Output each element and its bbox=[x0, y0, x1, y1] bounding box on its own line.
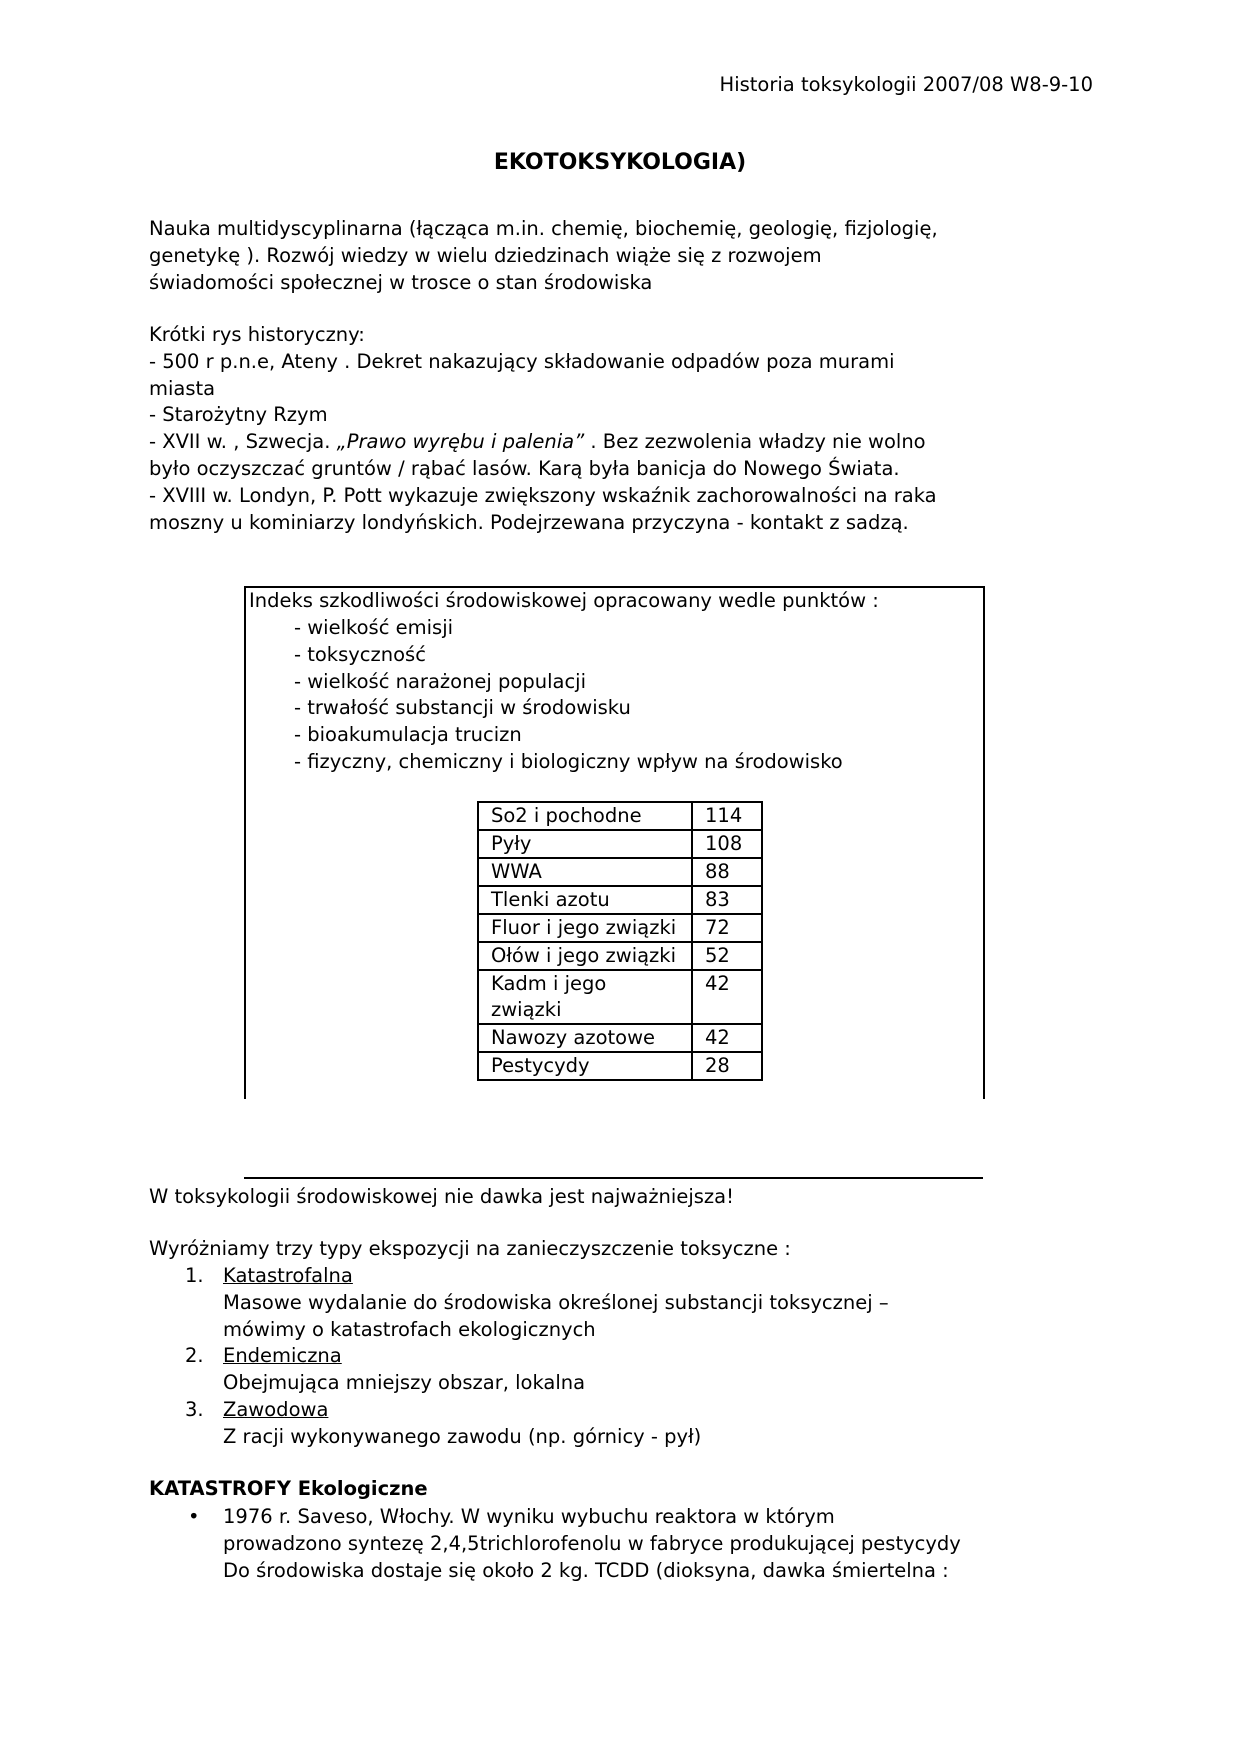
disasters-heading-block bbox=[149, 1476, 428, 1503]
score-cell: 28 bbox=[692, 1052, 762, 1080]
table-row bbox=[478, 858, 762, 886]
substance-cell: Fluor i jego związki bbox=[478, 914, 692, 942]
frame-bottom-rule bbox=[244, 1177, 983, 1179]
table-row bbox=[478, 1024, 762, 1052]
history-section bbox=[149, 322, 937, 536]
list-item bbox=[185, 1263, 889, 1290]
substance-cell: Pyły bbox=[478, 830, 692, 858]
bullet-item bbox=[188, 1504, 961, 1531]
score-cell: 42 bbox=[692, 970, 762, 1024]
score-cell: 114 bbox=[692, 802, 762, 830]
harmfulness-table bbox=[477, 801, 763, 1081]
text-line bbox=[149, 429, 937, 456]
text-line: - Starożytny Rzym bbox=[149, 403, 328, 427]
text-line: genetykę ). Rozwój wiedzy w wielu dziedzinach wiąże się z rozwojem bbox=[149, 243, 822, 267]
criteria-list bbox=[294, 615, 843, 776]
text-line: miasta bbox=[149, 376, 216, 400]
list-item-title: Katastrofalna bbox=[223, 1264, 353, 1287]
list-number: 1. bbox=[185, 1264, 204, 1287]
substance-cell: Pestycydy bbox=[478, 1052, 692, 1080]
disasters-heading: KATASTROFY Ekologiczne bbox=[149, 1477, 428, 1500]
intro-paragraph bbox=[149, 216, 938, 296]
text-line: było oczyszczać gruntów / rąbać lasów. Karą była banicja do Nowego Świata. bbox=[149, 456, 900, 480]
score-cell: 88 bbox=[692, 858, 762, 886]
table-row bbox=[478, 802, 762, 830]
score-cell: 52 bbox=[692, 942, 762, 970]
substance-cell: WWA bbox=[478, 858, 692, 886]
italic-quote: „Prawo wyrębu i palenia” bbox=[336, 430, 585, 454]
substance-cell: So2 i pochodne bbox=[478, 802, 692, 830]
exposure-heading: Wyróżniamy trzy typy ekspozycji na zanieczyszczenie toksyczne : bbox=[149, 1237, 791, 1260]
substance-cell: Kadm i jego związki bbox=[478, 970, 692, 1024]
score-cell: 72 bbox=[692, 914, 762, 942]
index-heading-block bbox=[249, 588, 879, 615]
list-item bbox=[185, 1397, 889, 1424]
substance-cell: Tlenki azotu bbox=[478, 886, 692, 914]
history-heading: Krótki rys historyczny: bbox=[149, 323, 365, 346]
substance-cell: Nawozy azotowe bbox=[478, 1024, 692, 1052]
criteria-item: - fizyczny, chemiczny i biologiczny wpływ na środowisko bbox=[294, 749, 843, 773]
text-line: - 500 r p.n.e, Ateny . Dekret nakazujący składowanie odpadów poza murami bbox=[149, 349, 895, 373]
text-span: . Bez zezwolenia władzy nie wolno bbox=[584, 430, 926, 454]
list-item-desc: Obejmująca mniejszy obszar, lokalna bbox=[223, 1371, 586, 1395]
criteria-item: - toksyczność bbox=[294, 642, 426, 666]
list-item-desc: Masowe wydalanie do środowiska określonej substancji toksycznej – bbox=[223, 1290, 889, 1314]
disasters-list bbox=[188, 1504, 961, 1584]
text-line: Do środowiska dostaje się około 2 kg. TCDD (dioksyna, dawka śmiertelna : bbox=[223, 1558, 949, 1582]
list-item bbox=[185, 1343, 889, 1370]
criteria-item: - wielkość narażonej populacji bbox=[294, 669, 587, 693]
text-line: Nauka multidyscyplinarna (łącząca m.in. chemię, biochemię, geologię, fizjologię, bbox=[149, 217, 938, 240]
score-cell: 108 bbox=[692, 830, 762, 858]
list-item-title: Zawodowa bbox=[223, 1397, 329, 1421]
criteria-item: - bioakumulacja trucizn bbox=[294, 723, 522, 747]
table-row bbox=[478, 914, 762, 942]
exposure-list bbox=[185, 1263, 889, 1451]
substance-cell: Ołów i jego związki bbox=[478, 942, 692, 970]
table-row bbox=[478, 942, 762, 970]
table-row bbox=[478, 970, 762, 1024]
text-span: 1976 r. Saveso, Włochy. W wyniku wybuchu reaktora w którym bbox=[223, 1505, 835, 1528]
criteria-item: - trwałość substancji w środowisku bbox=[294, 696, 631, 720]
criteria-item: - wielkość emisji bbox=[294, 616, 454, 639]
list-number: 3. bbox=[185, 1397, 204, 1421]
text-line: świadomości społecznej w trosce o stan środowiska bbox=[149, 270, 653, 294]
text-span: - XVII w. , Szwecja. bbox=[149, 430, 337, 454]
table-row bbox=[478, 886, 762, 914]
list-item-desc: mówimy o katastrofach ekologicznych bbox=[223, 1317, 596, 1341]
table-row bbox=[478, 830, 762, 858]
list-item-desc: Z racji wykonywanego zawodu (np. górnicy - pył) bbox=[223, 1424, 702, 1448]
table-row bbox=[478, 1052, 762, 1080]
document-title: EKOTOKSYKOLOGIA) bbox=[493, 150, 747, 175]
text-line: moszny u kominiarzy londyńskich. Podejrzewana przyczyna - kontakt z sadzą. bbox=[149, 510, 909, 534]
score-cell: 83 bbox=[692, 886, 762, 914]
text-line: - XVIII w. Londyn, P. Pott wykazuje zwiększony wskaźnik zachorowalności na raka bbox=[149, 483, 937, 507]
page-header: Historia toksykologii 2007/08 W8-9-10 bbox=[719, 73, 1093, 96]
exposure-section bbox=[149, 1236, 1099, 1263]
index-heading: Indeks szkodliwości środowiskowej opracowany wedle punktów : bbox=[249, 589, 879, 612]
score-cell: 42 bbox=[692, 1024, 762, 1052]
list-item-title: Endemiczna bbox=[223, 1344, 342, 1368]
text-line: prowadzono syntezę 2,4,5trichlorofenolu w fabryce produkującej pestycydy bbox=[223, 1531, 961, 1555]
note-block bbox=[149, 1184, 734, 1211]
bullet-icon: • bbox=[188, 1505, 200, 1528]
note-text: W toksykologii środowiskowej nie dawka jest najważniejsza! bbox=[149, 1185, 734, 1208]
list-number: 2. bbox=[185, 1344, 204, 1368]
